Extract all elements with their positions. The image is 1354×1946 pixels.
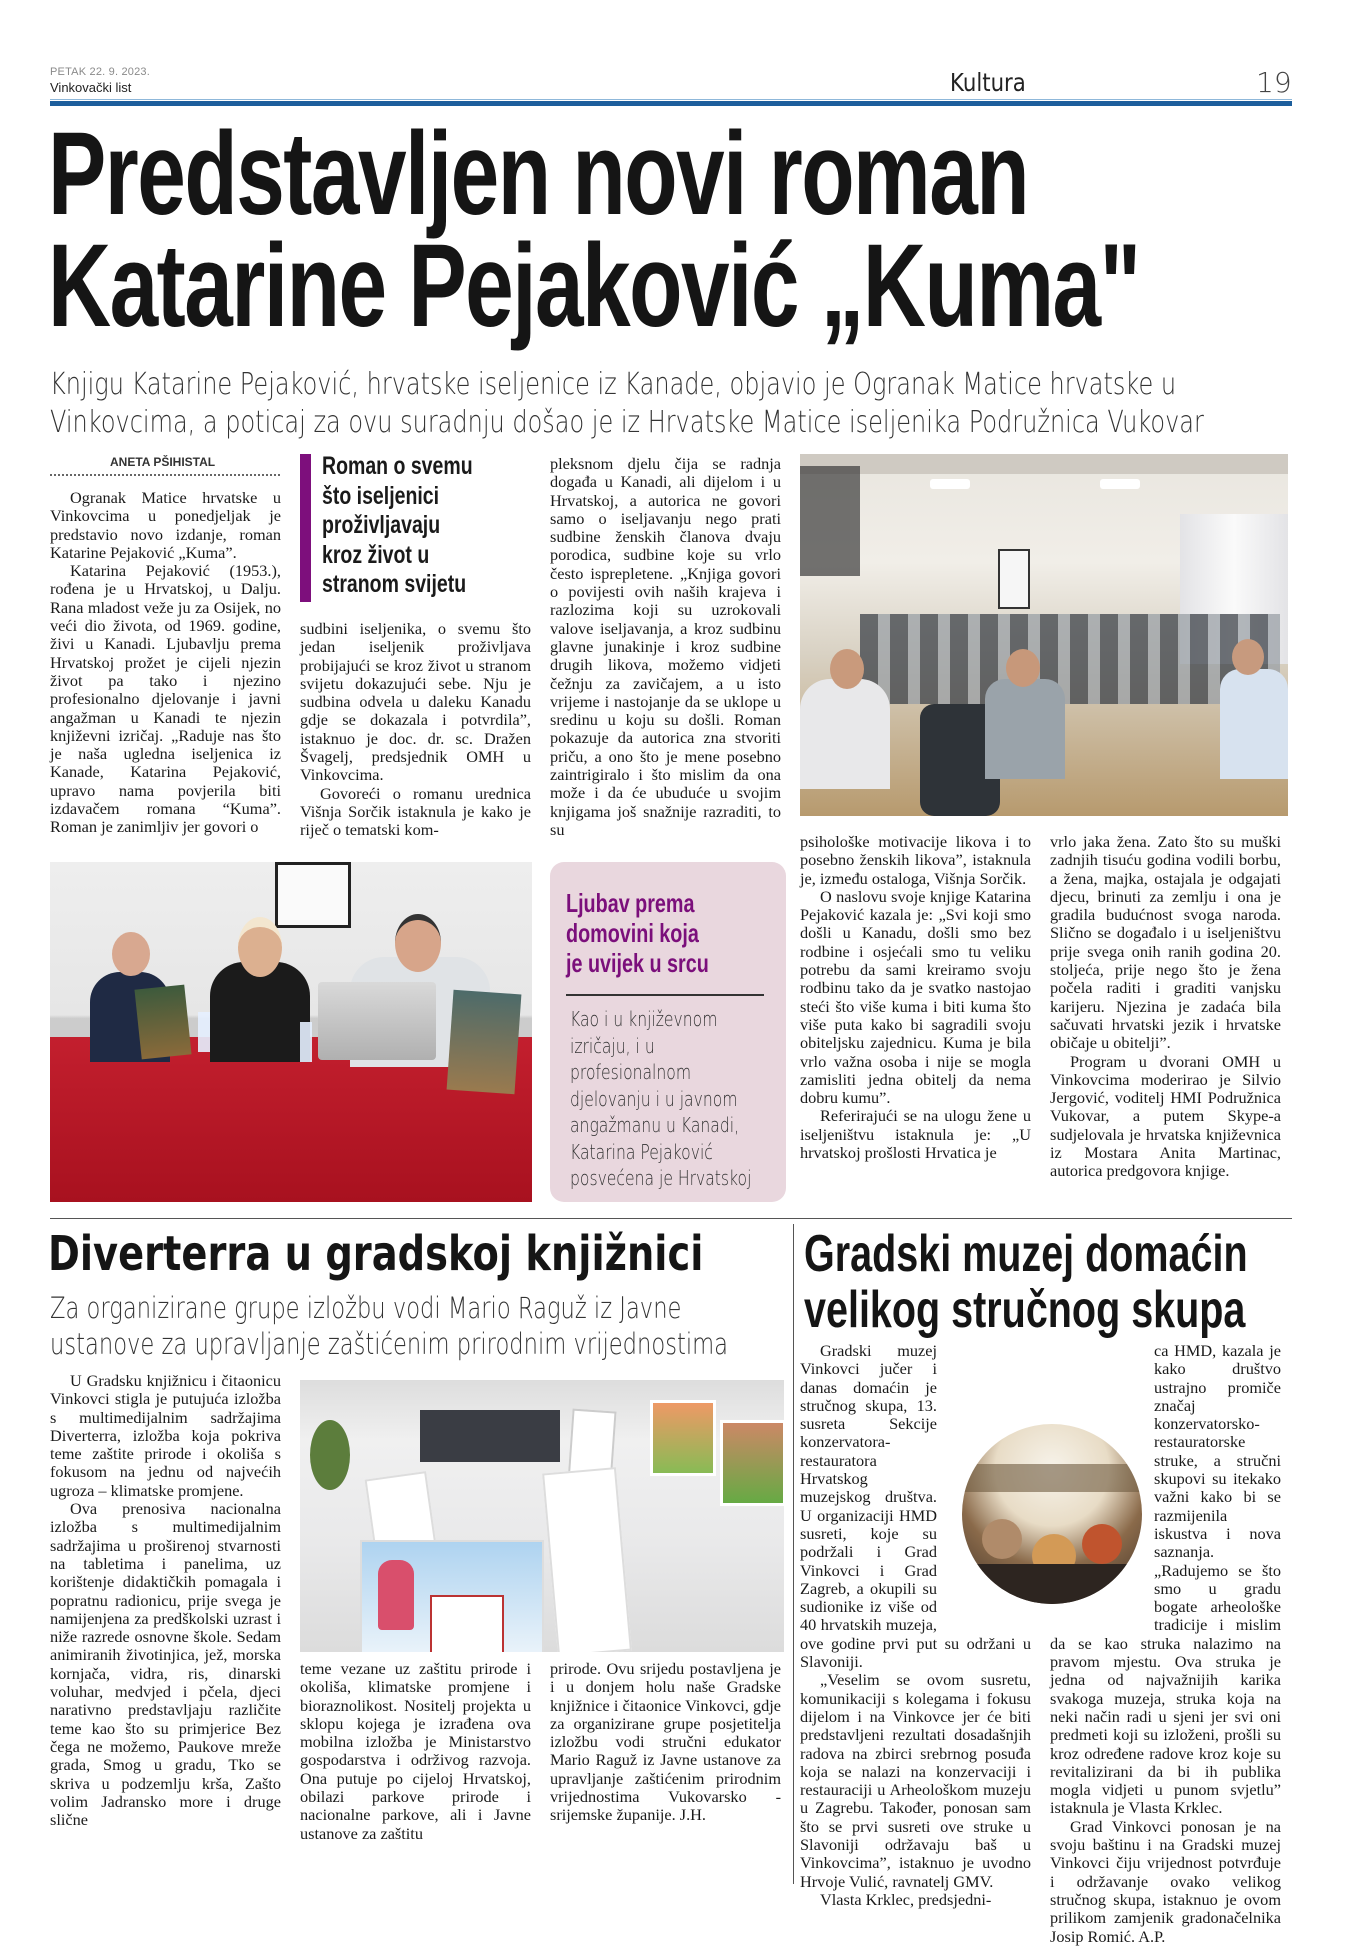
text-line: Katarine Pejaković „Kuma"	[48, 220, 1140, 352]
photo-book-presentation-panel	[50, 862, 532, 1202]
text-line: posvećena je Hrvatskoj	[570, 1166, 752, 1190]
main-deck	[50, 366, 1354, 442]
paragraph: psihološke motivacije likova i to posebno ženskih likova”, istaknula je, između ostaloga, Višnja Sorčik.	[800, 832, 1031, 888]
header-rule	[50, 101, 1292, 106]
paragraph: Vlasta Krklec, predsjedni-	[820, 1889, 992, 1909]
text-line: Ljubav prema	[566, 888, 695, 918]
main-article-column-3	[550, 455, 781, 839]
library-article-column-1	[50, 1372, 281, 1829]
text-line: je uvijek u srcu	[566, 948, 709, 978]
highlight-box-heading	[566, 888, 754, 978]
main-article-column-4	[800, 833, 1031, 1162]
paragraph: vrlo jaka žena. Zato što su muški zadnjih tisuću godina vodili borbu, a žena, majka, ostajala je odgajati djecu, brinuti za zemlju i ona je gradila budućnost svoga naroda. Slično se događalo i u iseljeništvu prije svega onih ranih godina 20. stoljeća, prije nego što je žena počela raditi i graditi vanjsku karijeru. Njezina je zadaća bila sačuvati hrvatski jezik i hrvatske običaje u obitelji”.	[1050, 832, 1281, 1053]
paragraph: „Veselim se ovom susretu, komunikaciji s kolegama i fokusu dijelom i na Vinkovce jer će biti predstavljeni rezultati dosadašnjih radova na zbirci srebrnog posuđa koja se nalazi na konzervaciji i restauraciji u Arheološkom muzeju u Zagrebu. Također, ponosan sam što se prvi susreti ove struke u Slavoniji održavaju baš u Vinkovcima”, istaknuo je uvodno Hrvoje Vulić, ravnatelj GMV.	[800, 1670, 1031, 1891]
highlight-box-body	[570, 1006, 803, 1192]
museum-headline	[804, 1226, 1354, 1338]
newspaper-name: Vinkovački list	[50, 80, 132, 95]
text-line: domovini koja	[566, 918, 699, 948]
main-article-column-2	[300, 620, 531, 840]
library-deck	[50, 1290, 919, 1362]
paragraph: O naslovu svoje knjige Katarina Pejaković kazala je: „Svi koji smo došli u Kanadu, došli smo bez rodbine i osjećali smo tu veliku potrebu da sami kreiramo svoju rodbinu tako da je svatko nastojao steći što više kuma i biti kuma što više puta kako bi sagradili svoju obiteljsku zajednicu. Kuma je bila vrlo važna osoba i nije se mogla zamisliti jedna obitelj da nema dobru kumu”.	[800, 886, 1031, 1108]
section-divider	[50, 1218, 1292, 1219]
museum-article-column-1	[800, 1342, 1031, 1909]
photo-exhibition	[300, 1380, 784, 1652]
issue-date: PETAK 22. 9. 2023.	[50, 66, 151, 78]
library-headline	[48, 1226, 867, 1282]
text-line: djelovanju i u javnom	[570, 1086, 738, 1111]
paragraph: sudbini iseljenika, o svemu što jedan iseljenik proživljava probijajući se kroz život u stranom svijetu dokazujući sebe. Nju je sudbina odvela u daleku Kanadu gdje se dokazala i potvrdila”, istaknuo je doc. dr. sc. Dražen Švagelj, predsjednik OMH u Vinkovcima.	[300, 619, 531, 785]
text-line: Za organizirane grupe izložbu vodi Mario Raguž iz Javne	[50, 1291, 682, 1325]
paragraph: ca HMD, kazala je kako društvo ustrajno promiče značaj konzervatorsko-restauratorske struke, a stručni skupovi su itekako važni kako bi se razmijenila iskustva i nova saznanja. „Radujemo se što smo u gradu bogate arheološke tradicije i mislim da se kao struka nalazimo na pravom mjestu. Ova struka je jedna od najvažnijih karika svakoga muzeja, struka koja na neki način radi u sjeni jer svi oni predmeti koji su izloženi, prošli su kroz određene radove kroz koje su revitalizirani da bi ih publika mogla vidjeti u punom svjetlu” istaknula je Vlasta Krklec.	[1050, 1341, 1281, 1818]
text-line: profesionalnom	[570, 1060, 692, 1084]
text-line: Diverterra u gradskoj knjižnici	[48, 1226, 704, 1282]
paragraph: Program u dvorani OMH u Vinkovcima moderirao je Silvio Jergović, voditelj HMI Podružnica Vukovar, a putem Skype-a sudjelovala je hrvatska književnica iz Mostara Anita Martinac, autorica predgovora knjige.	[1050, 1051, 1281, 1181]
paragraph: teme vezane uz zaštitu prirode i okoliša, klimatske promjene i bioraznolikost. Nositelj projekta u sklopu kojega je izrađena ova mobilna izložba je Ministarstvo gospodarstva i održivog razvoja. Ona putuje po cijeloj Hrvatskoj, obilazi parkove prirode i nacionalne parkove, ali i Javne ustanove za zaštitu	[300, 1659, 531, 1843]
pull-quote-bar	[300, 454, 311, 602]
pull-quote	[322, 452, 515, 600]
paragraph: Referirajući se na ulogu žene u iseljeništvu istaknula je: „U hrvatskoj prošlosti Hrvatica je	[800, 1106, 1031, 1163]
text-line: proživljavaju	[322, 511, 441, 539]
text-line: Knjigu Katarine Pejaković, hrvatske iseljenice iz Kanade, objavio je Ogranak Matice hrvatske u	[50, 367, 1177, 402]
text-line: stranom svijetu	[322, 570, 467, 598]
paragraph: U Gradsku knjižnicu i čitaonicu Vinkovci stigla je putujuća izložba s multimedijalnim sadržajima Diverterra, izložba koja pokriva teme zaštite prirode i okoliša s fokusom na jednu od najvećih ugroza – klimatske promjene.	[50, 1371, 281, 1500]
paragraph: Katarina Pejaković (1953.), rođena je u Hrvatskoj, u Dalju. Rana mladost veže ju za Osijek, no veći dio života, od 1969. godine, živi u Kanadi. Ljubavlju prema Hrvatskoj prožet je cijeli njezin život pa tako i njezino profesionalno djelovanje i javni angažman u Kanadi te njezin književni izričaj. „Raduje nas što je naša ugledna iseljenica iz Kanade, Katarina Pejaković, upravo nama povjerila biti izdavačem romana “Kuma”. Roman je zanimljiv jer govori o	[50, 561, 281, 837]
byline-divider	[50, 474, 280, 476]
text-line: ustanove za upravljanje zaštićenim prirodnim vrijednostima	[50, 1327, 729, 1361]
text-line: Predstavljen novi roman	[48, 108, 1029, 240]
byline: ANETA PŠIHISTAL	[110, 455, 216, 469]
text-line: Katarina Pejaković	[570, 1139, 713, 1164]
paragraph: Ogranak Matice hrvatske u Vinkovcima u ponedjeljak je predstavio novo izdanje, roman Katarine Pejaković „Kuma”.	[50, 488, 281, 562]
text-line: Vinkovcima, a poticaj za ovu suradnju došao je iz Hrvatske Matice iseljenika Podružnica Vukovar	[50, 405, 1204, 440]
main-article-column-1	[50, 489, 281, 837]
text-line: Roman o svemu	[322, 452, 473, 480]
text-line: velikog stručnog skupa	[804, 1281, 1246, 1339]
text-line: što iseljenici	[322, 481, 440, 510]
text-line: kroz život u	[322, 540, 430, 569]
library-article-column-2	[300, 1660, 531, 1843]
paragraph: Gradski muzej Vinkovci jučer i danas domaćin je stručnog skupa, 13. susreta Sekcije konzervatora-restauratora Hrvatskog muzejskog društva. U organizaciji HMD susreti, koje su podržali i Grad Vinkovci i Grad Zagreb, a okupili su sudionike iz više od 40 hrvatskih muzeja, ove godine prvi put su održani u Slavoniji.	[800, 1341, 1031, 1672]
paragraph: prirode. Ovu srijedu postavljena je i u donjem holu naše Gradske knjižnice i čitaonice Vinkovci, gdje za organizirane grupe posjetitelja izložbu vodi stručni edukator Mario Raguž iz Javne ustanove za upravljanje zaštićenim prirodnim vrijednostima Vukovarsko - srijemske županije. J.H.	[550, 1659, 781, 1825]
main-headline	[48, 108, 1354, 352]
text-line: angažmanu u Kanadi,	[570, 1113, 740, 1137]
text-line: Kao i u književnom	[570, 1007, 718, 1031]
main-article-column-5	[1050, 833, 1281, 1181]
header-rule-thin	[50, 99, 1292, 100]
page-number: 19	[1256, 66, 1292, 99]
section-title: Kultura	[950, 68, 1026, 97]
paragraph: Govoreći o romanu urednica Višnja Sorčik istaknula je kako je riječ o tematski kom-	[300, 783, 531, 840]
paragraph: pleksnom djelu čija se radnja događa u Kanadi, ali dijelom i u Hrvatskoj, a autorica ne govori samo o iseljavanju nego prati sudbine ženskih članova dvaju porodica, sudbine koje su vrlo često isprepletene. „Knjiga govori o povijesti ovih naših krajeva i razlozima koji su uzrokovali valove iseljavanja, a kroz sudbinu glavne junakinje i kroz sudbine drugih likova, možemo vidjeti čežnju za zavičajem, a u isto vrijeme i nastojanje da se uklope u sredinu u koju su došli. Roman pokazuje da autorica zna stvoriti priču, a ono što je mene posebno zaintrigiralo i što mislim da ona može i da će ubuduće u svojim knjigama još snažnije razraditi, to su	[550, 454, 781, 839]
photo-audience-hall	[800, 454, 1288, 816]
library-article-column-3	[550, 1660, 781, 1825]
text-line: Gradski muzej domaćin	[804, 1225, 1248, 1283]
highlight-box-divider	[566, 994, 764, 996]
paragraph: Grad Vinkovci ponosan je na svoju baštinu i na Gradski muzej Vinkovci čiju vrijednost potvrđuje i održavanje ovako velikog stručnog skupa, istaknuo je ovom prilikom zamjenik gradonačelnika Josip Romić. A.P.	[1050, 1816, 1281, 1946]
paragraph: Ova prenosiva nacionalna izložba s multimedijalnim sadržajima u proširenoj stvarnosti na tabletima i panelima, uz korištenje didaktičkih pomagala i popratnu radionicu, prije svega je namijenjena za predškolski uzrast i niže razrede osnovne škole. Sedam animiranih životinjica, jež, morska kornjača, vidra, ris, dinarski voluhar, medvjed i pčela, djeci narativno predstavljaju različite teme kao što su primjerice Bez čega ne možemo, Paukove mreže grada, Smog u gradu, Tko se skriva u podzemlju krša, Zašto volim Jadransko more i druge slične	[50, 1499, 281, 1830]
text-line: izričaju, i u	[570, 1033, 655, 1058]
photo-conference-audience	[962, 1424, 1142, 1604]
